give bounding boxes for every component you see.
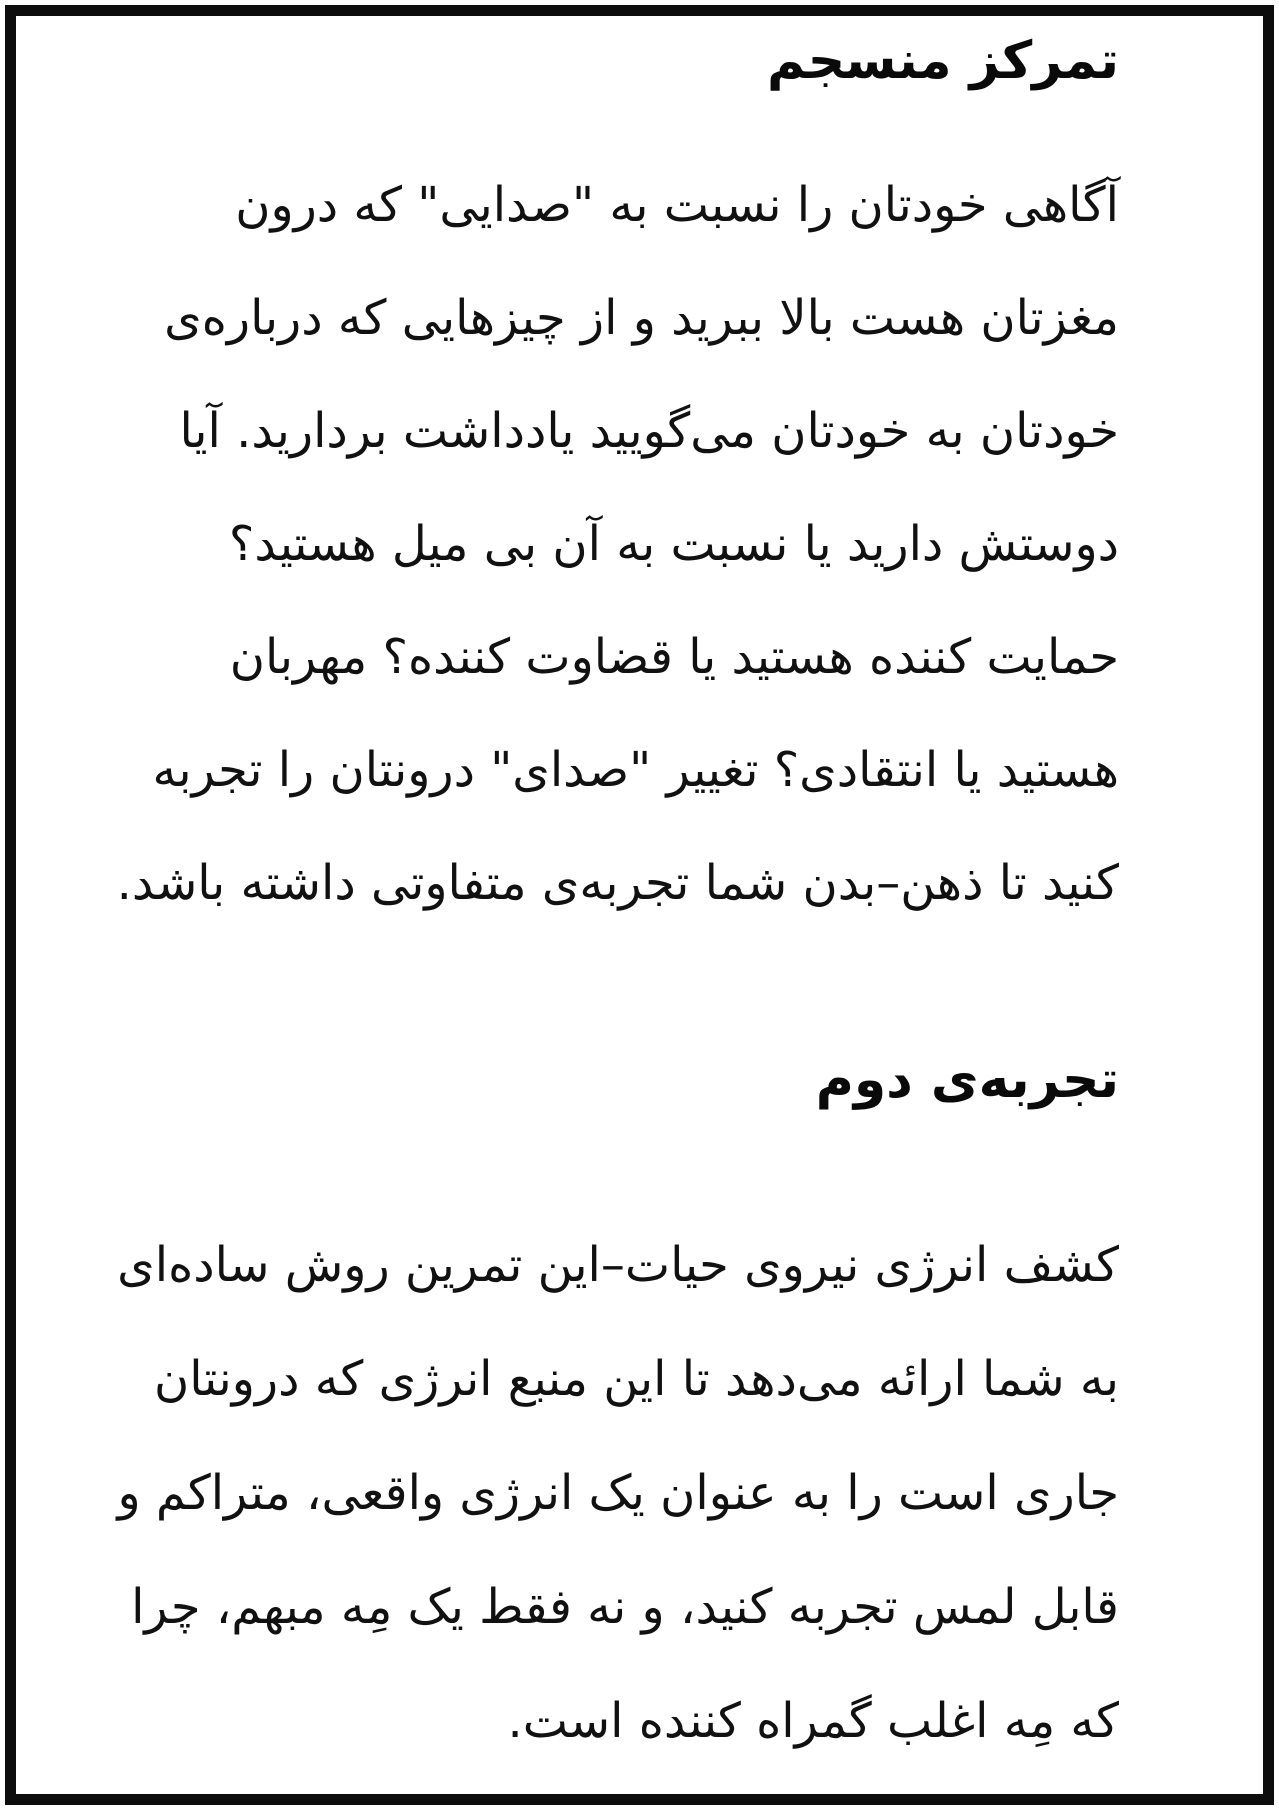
paragraph-1-line-2: مغزتان هست بالا ببرید و از چیزهایی که درباره‌ی (164, 290, 1119, 346)
paragraph-2-line-4: قابل لمس تجربه کنید، و نه فقط یک مِه مبهم، چرا (131, 1579, 1119, 1635)
paragraph-1-line-7: کنید تا ذهن–بدن شما تجربه‌ی متفاوتی داشته باشد. (116, 855, 1119, 911)
section-heading-second-experience: تجربه‌ی دوم (815, 1050, 1119, 1110)
paragraph-2-line-1: کشف انرژی نیروی حیات–این تمرین روش ساده‌ای (117, 1237, 1119, 1293)
paragraph-2-line-2: به شما ارائه می‌دهد تا این منبع انرژی که درونتان (154, 1351, 1119, 1407)
paragraph-1-line-4: دوستش دارید یا نسبت به آن بی میل هستید؟ (228, 516, 1119, 572)
paragraph-1-line-1: آگاهی خودتان را نسبت به "صدایی" که درون (235, 177, 1119, 233)
paragraph-2-line-5: که مِه اغلب گمراه کننده است. (507, 1693, 1119, 1749)
paragraph-1-line-5: حمایت کننده هستید یا قضاوت کننده؟ مهربان (229, 629, 1119, 685)
paragraph-2-line-3: جاری است را به عنوان یک انرژی واقعی، متراکم و (117, 1465, 1119, 1521)
section-heading-coherent-focus: تمرکز منسجم (766, 31, 1119, 91)
paragraph-1-line-6: هستید یا انتقادی؟ تغییر "صدای" درونتان را تجربه (152, 742, 1119, 798)
paragraph-1-line-3: خودتان به خودتان می‌گویید یادداشت بردارید. آیا (179, 403, 1119, 459)
